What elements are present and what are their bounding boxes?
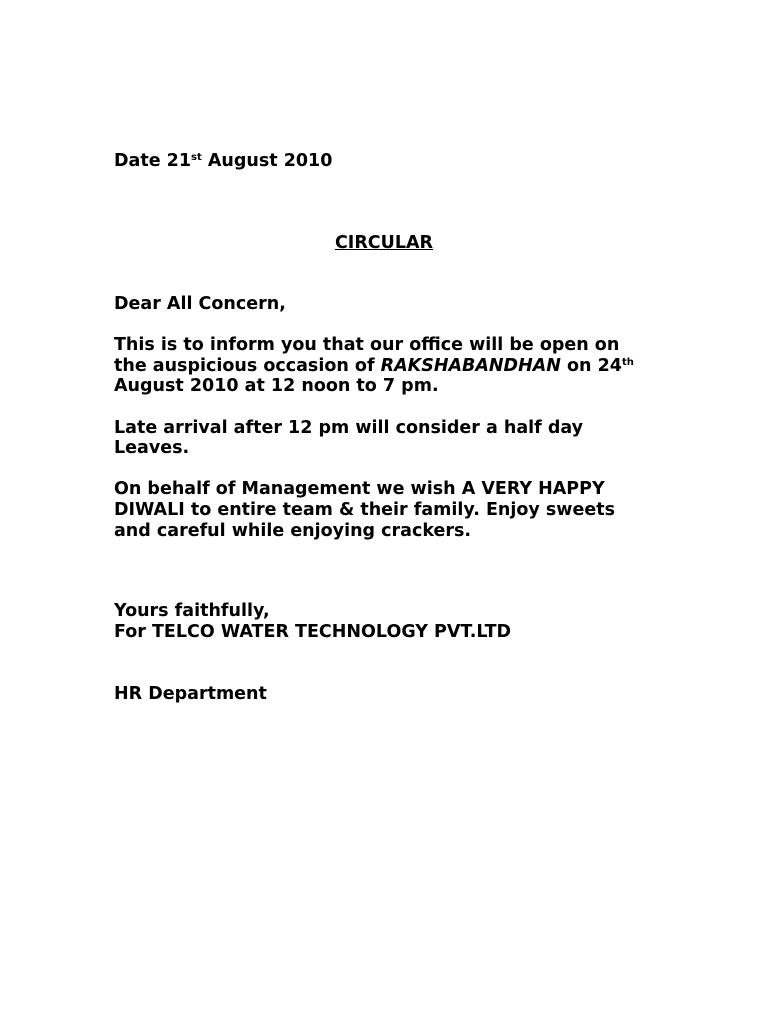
date-prefix: Date 21	[114, 151, 192, 171]
paragraph3-line2: DIWALI to entire team & their family. Enjoy sweets	[114, 500, 615, 520]
paragraph3-line3: and careful while enjoying crackers.	[114, 521, 472, 541]
date-suffix: August 2010	[201, 151, 333, 171]
valediction: Yours faithfully,	[114, 601, 270, 621]
paragraph1-line2	[114, 356, 634, 377]
salutation: Dear All Concern,	[114, 294, 286, 314]
company-name: For TELCO WATER TECHNOLOGY PVT.LTD	[114, 622, 512, 642]
paragraph1-line3: August 2010 at 12 noon to 7 pm.	[114, 376, 439, 396]
document-title: CIRCULAR	[334, 233, 434, 253]
paragraph1-line2-prefix: the auspicious occasion of	[114, 356, 381, 376]
paragraph1-ordinal-suffix: th	[621, 357, 634, 369]
date-line	[114, 151, 332, 172]
paragraph1-line2-suffix: on 24	[560, 356, 622, 376]
paragraph2-line1: Late arrival after 12 pm will consider a half day	[114, 418, 584, 438]
occasion-name: RAKSHABANDHAN	[380, 356, 561, 376]
paragraph2-line2: Leaves.	[114, 438, 190, 458]
department-name: HR Department	[114, 684, 267, 704]
date-ordinal-suffix: st	[191, 152, 202, 164]
paragraph3-line1: On behalf of Management we wish A VERY HAPPY	[114, 479, 605, 499]
paragraph1-line1: This is to inform you that our office will be open on	[114, 335, 620, 355]
